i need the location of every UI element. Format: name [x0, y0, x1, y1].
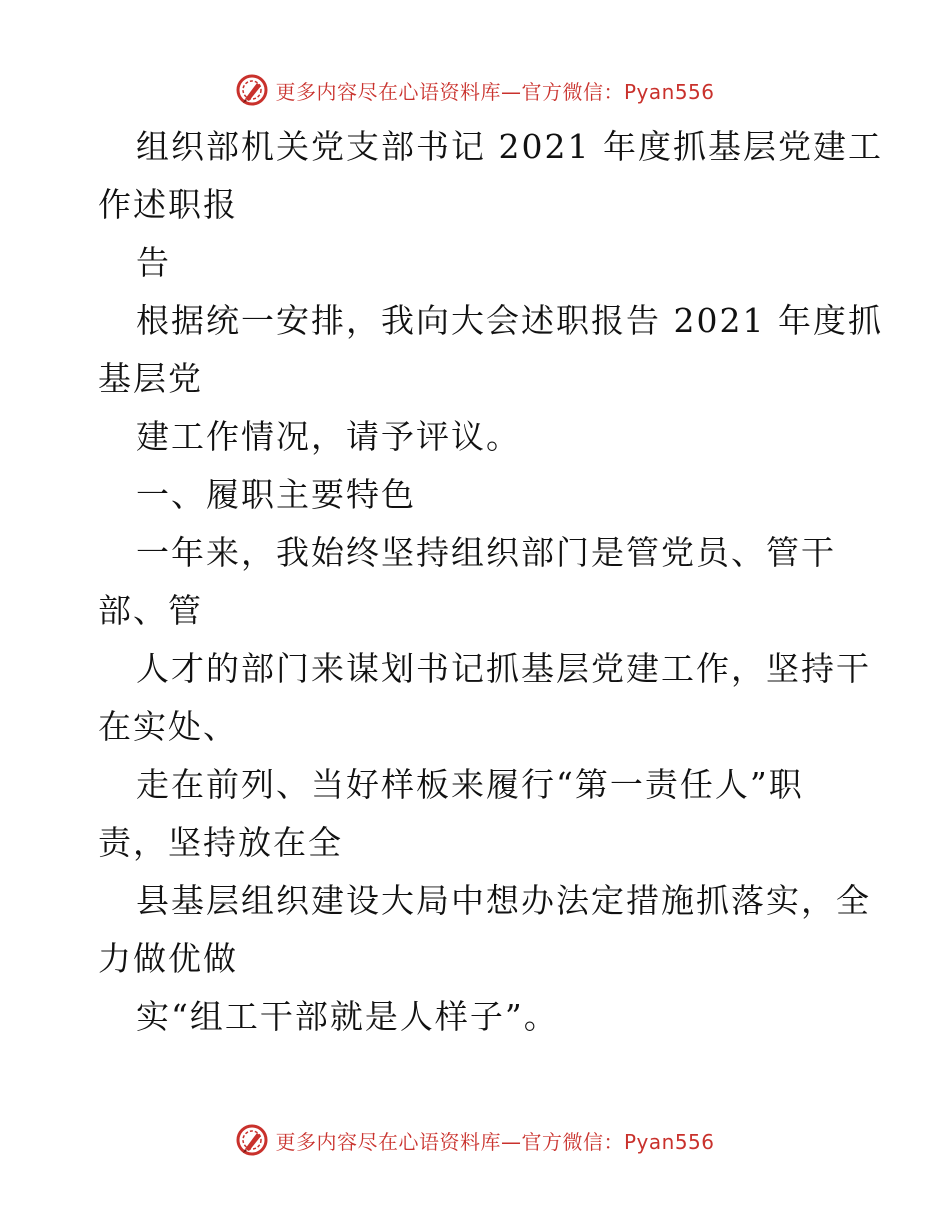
document-line: 告: [136, 243, 171, 282]
section-heading: 一、履职主要特色: [136, 475, 416, 514]
watermark-separator: —: [500, 1129, 522, 1154]
watermark-brand: 更多内容尽在心语资料库: [275, 1129, 501, 1154]
document-body: [98, 118, 883, 1046]
document-line: 实“组工干部就是人样子”。: [136, 997, 559, 1036]
watermark-wechat-id: Pyan556: [623, 1129, 715, 1154]
document-line: 县基层组织建设大局中想办法定措施抓落实，全: [136, 881, 871, 920]
document-line: 基层党: [98, 359, 203, 398]
document-line: 一年来，我始终坚持组织部门是管党员、管干: [136, 533, 836, 572]
footer-watermark: [0, 1120, 950, 1160]
document-line: 走在前列、当好样板来履行“第一责任人”职: [136, 765, 804, 804]
document-line: 人才的部门来谋划书记抓基层党建工作，坚持干: [136, 649, 871, 688]
document-line: 组织部机关党支部书记 2021 年度抓基层党建工: [136, 127, 883, 166]
pen-nib-logo-icon: [235, 1123, 269, 1157]
watermark-wechat-id: Pyan556: [623, 79, 715, 104]
document-line: 在实处、: [98, 707, 238, 746]
document-line: 作述职报: [98, 185, 238, 224]
document-line: 根据统一安排，我向大会述职报告 2021 年度抓: [136, 301, 883, 340]
document-line: 责，坚持放在全: [98, 823, 343, 862]
watermark-separator: —: [500, 79, 522, 104]
document-line: 部、管: [98, 591, 203, 630]
document-line: 建工作情况，请予评议。: [136, 417, 521, 456]
watermark-official: 官方微信：: [521, 79, 624, 104]
pen-nib-logo-icon: [235, 73, 269, 107]
header-watermark: [0, 70, 950, 110]
watermark-brand: 更多内容尽在心语资料库: [275, 79, 501, 104]
document-line: 力做优做: [98, 939, 238, 978]
watermark-official: 官方微信：: [521, 1129, 624, 1154]
